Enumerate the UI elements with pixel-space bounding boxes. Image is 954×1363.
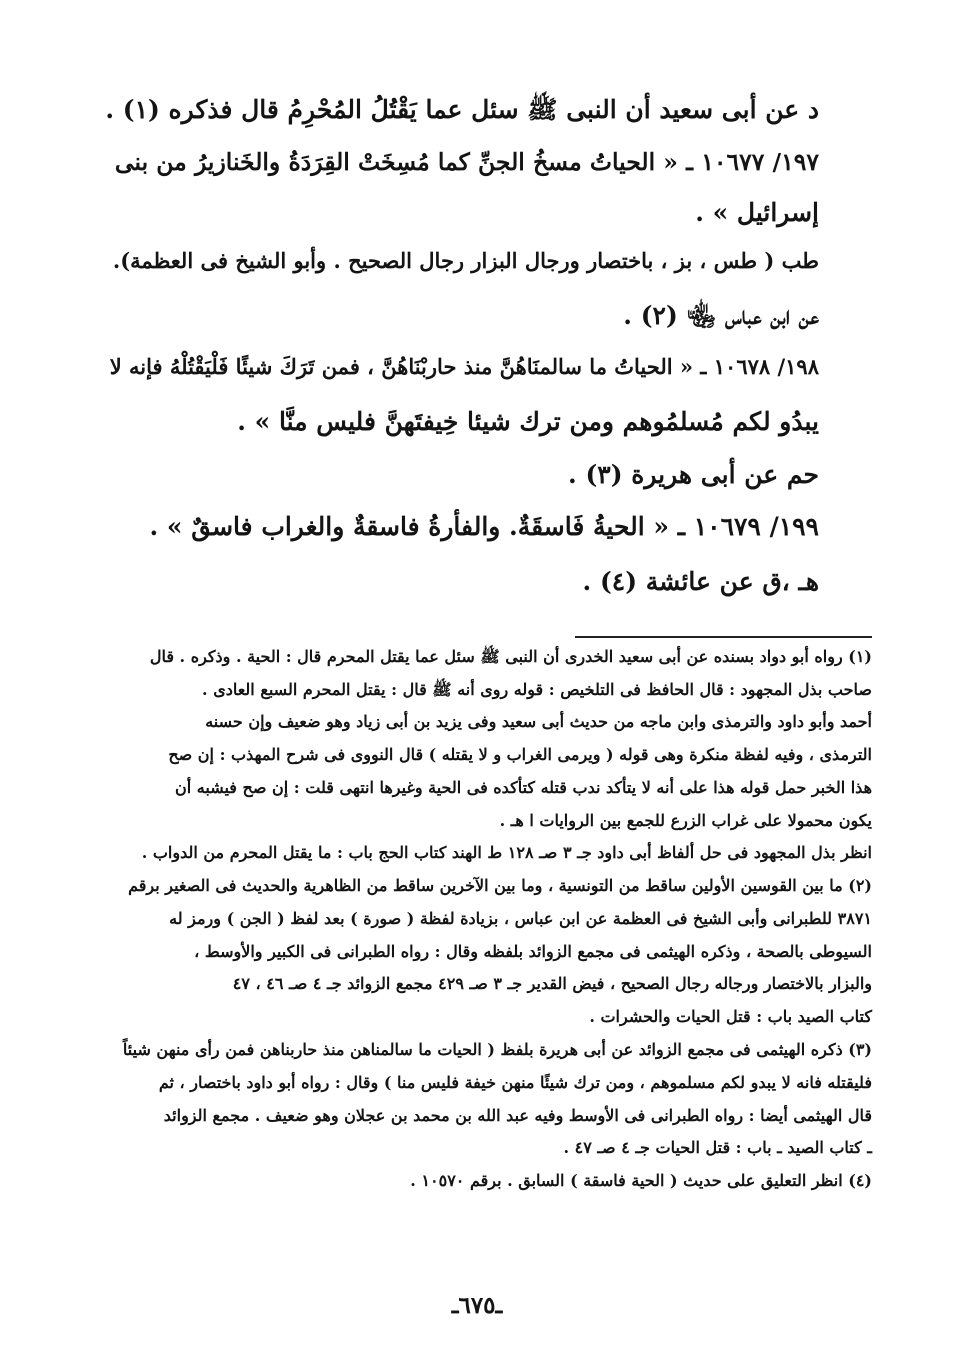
hadith-199-line: ١٩٩/ ١٠٦٧٩ ـ « الحيةُ فَاسقَةٌ. والفأرةُ فاسقةٌ والغراب فاسقٌ » . <box>149 512 819 541</box>
footnote-2-line-2: ٣٨٧١ للطبرانى وأبى الشيخ فى العظمة عن ابن عباس ، بزيادة لفظة ( صورة ) بعد لفظ ( الجن ) ورمز له <box>169 909 872 928</box>
text-line-opening: د عن أبى سعيد أن النبى ﷺ سئل عما يَقْتُلُ المُحْرِمُ قال فذكره (١) . <box>105 95 819 124</box>
footnote-3-line-3: قال الهيثمى أيضا : رواه الطبرانى فى الأوسط وفيه عبد الله بن محمد بن عجلان وهو ضعيف . مجمع الزوائد <box>163 1106 872 1125</box>
footnote-1-line-3: أحمد وأبو داود والترمذى وابن ماجه من حديث أبى سعيد وفى يزيد بن أبى زياد وهو ضعيف وإن حسنه <box>205 712 872 731</box>
page-number: ـ٦٧٥ـ <box>451 1292 503 1319</box>
footnote-3-line-4: ـ كتاب الصيد ـ باب : قتل الحيات جـ ٤ صـ ٤٧ . <box>563 1138 872 1157</box>
hadith-198-line-1: ١٩٨/ ١٠٦٧٨ ـ « الحياتُ ما سالمنَاهُنَّ منذ حاربْنَاهُنَّ ، فمن تَرَكَ شيئًا فَلْيَقْتُلْهُ فإنه لا <box>109 354 819 379</box>
narrator-line-198: حم عن أبى هريرة (٣) . <box>568 460 819 489</box>
narrator-line-197: عن ابن عباس ﵄ (٢) . <box>623 301 819 330</box>
footnote-1-line-1: (١) رواه أبو دواد بسنده عن أبى سعيد الخدرى أن النبى ﷺ سئل عما يقتل المحرم قال : الحية . وذكره . قال <box>149 647 872 666</box>
source-line-197: طب ( طس ، بز ، باختصار ورجال البزار رجال الصحيح . وأبو الشيخ فى العظمة). <box>112 248 819 273</box>
footnote-1-line-5: هذا الخبر حمل قوله هذا على أنه لا يتأكد ندب قتله كتأكده فى الحية وغيرها انتهى قلت : إن صح فيشبه أن <box>175 778 872 797</box>
footnote-2-line-5: كتاب الصيد باب : قتل الحيات والحشرات . <box>589 1007 872 1026</box>
footnote-3-line-2: فليقتله فانه لا يبدو لكم مسلموهم ، ومن ترك شيئًا منهن خيفة فليس منا ) وقال : رواه أبو داود باختصار ، ثم <box>158 1073 872 1092</box>
footnote-2-line-1: (٢) ما بين القوسين الأولين ساقط من التونسية ، وما بين الآخرين ساقط من الظاهرية والحديث فى الصغير برقم <box>128 876 872 895</box>
footnote-1-line-7: انظر بذل المجهود فى حل ألفاظ أبى داود جـ ٣ صـ ١٢٨ ط الهند كتاب الحج باب : ما يقتل المحرم من الدواب . <box>141 843 872 862</box>
narrator-line-199: هـ ،ق عن عائشة (٤) . <box>582 567 819 596</box>
footnote-1-line-4: الترمذى ، وفيه لفظة منكرة وهى قوله ( ويرمى الغراب و لا يقتله ) قال النووى فى شرح المهذب : إن صح <box>168 745 872 764</box>
hadith-197-line-1: ١٩٧/ ١٠٦٧٧ ـ « الحياتُ مسخُ الجنِّ كما مُسِخَتْ القِرَدَةُ والخَنازيرُ من بنى <box>114 148 819 176</box>
footnote-1-line-6: يكون محمولا على غراب الزرع للجمع بين الروايات ا هـ . <box>499 811 872 830</box>
footnote-3-line-1: (٣) ذكره الهيثمى فى مجمع الزوائد عن أبى هريرة بلفظ ( الحيات ما سالمناهن منذ حاربناهن فمن رأى منهن شيئاً <box>122 1040 872 1059</box>
footnote-1-line-2: صاحب بذل المجهود : قال الحافظ فى التلخيص : قوله روى أنه ﷺ قال : يقتل المحرم السبع العادى . <box>202 680 872 699</box>
footnote-2-line-3: السيوطى بالصحة ، وذكره الهيثمى فى مجمع الزوائد بلفظه وقال : رواه الطبرانى فى الكبير والأوسط ، <box>194 942 872 961</box>
hadith-197-line-2: إسرائيل » . <box>695 198 819 227</box>
footnote-4-line-1: (٤) انظر التعليق على حديث ( الحية فاسقة ) السابق . برقم ١٠٥٧٠ . <box>410 1171 872 1190</box>
hadith-198-line-2: يبدُو لكم مُسلمُوهم ومن ترك شيئا خِيفتَهنَّ فليس منَّا » . <box>237 407 819 436</box>
footnote-separator <box>575 636 872 638</box>
footnote-2-line-4: والبزار بالاختصار ورجاله رجال الصحيح ، فيض القدير جـ ٣ صـ ٤٢٩ مجمع الزوائد جـ ٤ صـ ٤٦ ، ٤٧ <box>232 974 872 993</box>
